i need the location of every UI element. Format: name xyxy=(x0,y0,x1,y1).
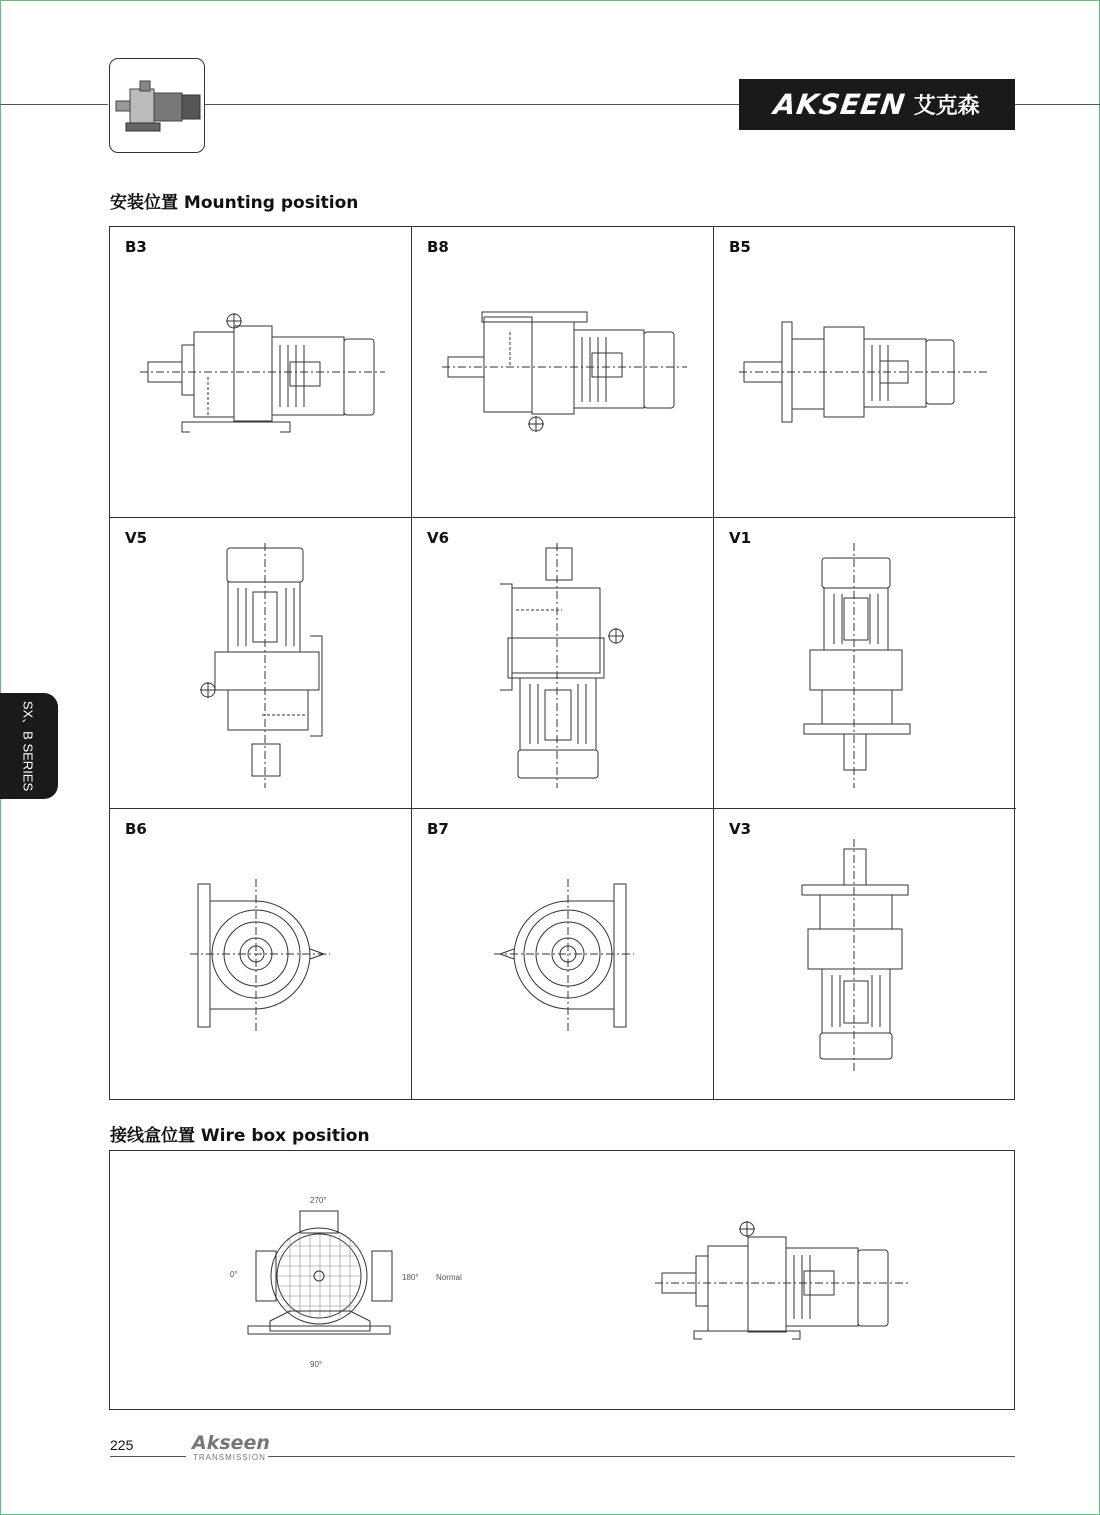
wirebox-drawing-icon xyxy=(110,1151,1016,1411)
header-rule-middle xyxy=(205,104,739,105)
b6-drawing-icon xyxy=(110,809,412,1100)
brand-name-cn: 艾克森 xyxy=(913,94,980,119)
angle-180-label: 180° xyxy=(402,1273,419,1282)
footer-logo-subtitle: TRANSMISSION xyxy=(193,1453,266,1462)
footer-rule-left xyxy=(110,1456,186,1457)
mounting-cell-b5 xyxy=(714,227,1016,518)
footer-logo: Akseen xyxy=(192,1432,270,1454)
b8-drawing-icon xyxy=(412,227,714,518)
angle-270-label: 270° xyxy=(310,1196,327,1205)
mounting-cell-b6 xyxy=(110,809,412,1100)
position-label: B3 xyxy=(125,238,147,256)
wirebox-section-title: 接线盒位置 Wire box position xyxy=(110,1126,370,1146)
position-label: B8 xyxy=(427,238,449,256)
position-label: V3 xyxy=(729,820,752,838)
mounting-cell-v1 xyxy=(714,518,1016,809)
gear-motor-thumbnail-icon xyxy=(110,59,204,152)
position-label: B5 xyxy=(729,238,751,256)
series-label: SX、B SERIES xyxy=(20,700,36,792)
brand-name-en: AKSEEN xyxy=(772,88,908,121)
v1-drawing-icon xyxy=(714,518,1016,809)
series-side-tab xyxy=(0,693,58,799)
mounting-section-title: 安装位置 Mounting position xyxy=(110,193,359,213)
v6-drawing-icon xyxy=(412,518,714,809)
position-label: B6 xyxy=(125,820,147,838)
mounting-cell-v3 xyxy=(714,809,1016,1100)
mounting-position-grid xyxy=(109,226,1015,1100)
mounting-cell-b7 xyxy=(412,809,714,1100)
page-number: 225 xyxy=(110,1437,134,1453)
brand-logo xyxy=(739,79,1015,130)
position-label: V6 xyxy=(427,529,450,547)
mounting-cell-b8 xyxy=(412,227,714,518)
angle-0-label: 0° xyxy=(230,1270,238,1279)
mounting-cell-v5 xyxy=(110,518,412,809)
mounting-cell-v6 xyxy=(412,518,714,809)
product-thumbnail xyxy=(109,58,205,153)
b3-drawing-icon xyxy=(110,227,412,518)
b7-drawing-icon xyxy=(412,809,714,1100)
header-rule-left xyxy=(0,104,108,105)
angle-90-label: 90° xyxy=(310,1360,323,1369)
mounting-cell-b3 xyxy=(110,227,412,518)
v5-drawing-icon xyxy=(110,518,412,809)
position-label: V1 xyxy=(729,529,752,547)
position-label: B7 xyxy=(427,820,449,838)
position-label: V5 xyxy=(125,529,148,547)
header-rule-right xyxy=(1015,104,1100,105)
footer-rule-right xyxy=(268,1456,1015,1457)
v3-drawing-icon xyxy=(714,809,1016,1100)
b5-drawing-icon xyxy=(714,227,1016,518)
wirebox-panel xyxy=(109,1150,1015,1410)
normal-label: Normal xyxy=(436,1273,462,1282)
